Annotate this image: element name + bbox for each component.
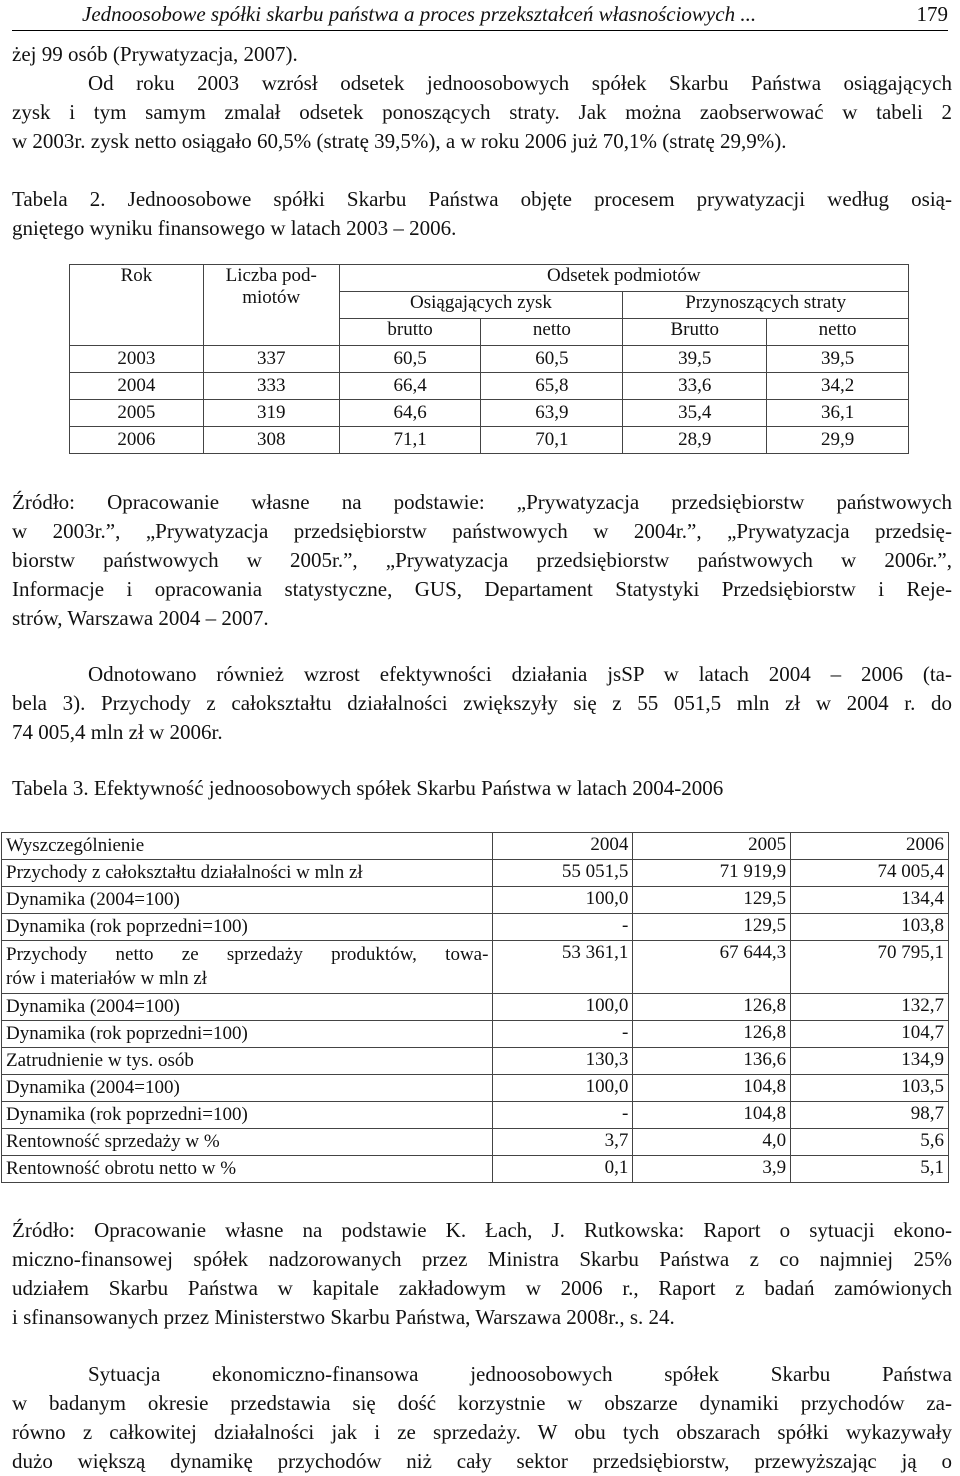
row-label: Rentowność obrotu netto w % [2, 1156, 493, 1183]
source-line: strów, Warszawa 2004 – 2007. [12, 606, 269, 630]
table-cell: - [493, 914, 633, 941]
paragraph-line: Sytuacja ekonomiczno-finansowa jednoosobowych spółek Skarbu Państwa [88, 1362, 952, 1386]
table-cell: 36,1 [767, 400, 909, 427]
table2-head-liczba-line2: miotów [242, 287, 301, 308]
row-label: Rentowność sprzedaży w % [2, 1129, 493, 1156]
table2-caption-line: gniętego wyniku finansowego w latach 2003 – 2006. [12, 216, 457, 240]
table2-head-straty: Przynoszących straty [623, 292, 909, 319]
paragraph-line: równo z całkowitej działalności jak i ze sprzedaży. W obu tych obszarach spółki wykazywały [12, 1420, 952, 1444]
table-cell: 134,9 [791, 1048, 949, 1075]
source-line: Źródło: Opracowanie własne na podstawie: „Prywatyzacja przedsiębiorstw państwowych [12, 490, 952, 514]
paragraph-line: Odnotowano również wzrost efektywności działania jsSP w latach 2004 – 2006 (ta- [88, 662, 952, 686]
table-cell: 65,8 [481, 373, 623, 400]
table2-caption-line: Tabela 2. Jednoosobowe spółki Skarbu Państwa objęte procesem prywatyzacji według osią- [12, 187, 952, 211]
table-cell: 39,5 [767, 346, 909, 373]
table3-head-year: 2006 [791, 833, 949, 860]
table-cell: 333 [203, 373, 339, 400]
table-cell: 308 [203, 427, 339, 454]
table-row [70, 427, 909, 454]
table-cell: 126,8 [633, 994, 791, 1021]
table-cell: 103,5 [791, 1075, 949, 1102]
table-cell: 132,7 [791, 994, 949, 1021]
table-cell: 4,0 [633, 1129, 791, 1156]
table-cell: 33,6 [623, 373, 767, 400]
intro-text [12, 40, 952, 156]
table-cell: 3,9 [633, 1156, 791, 1183]
running-header [12, 0, 948, 31]
table-row [70, 373, 909, 400]
table-cell: 2003 [70, 346, 204, 373]
table3-header-row [2, 833, 949, 860]
row-label [2, 941, 493, 994]
table-cell: 134,4 [791, 887, 949, 914]
page-number: 179 [916, 2, 948, 26]
table-row [2, 1102, 949, 1129]
table-cell: 2004 [70, 373, 204, 400]
table-cell: 100,0 [493, 1075, 633, 1102]
paragraph-line: w badanym okresie przedstawia się dość korzystnie w obszarze dynamiki przychodów za- [12, 1391, 952, 1415]
table2-head-odsetek: Odsetek podmiotów [339, 265, 908, 292]
table-cell: 136,6 [633, 1048, 791, 1075]
table3-head-label: Wyszczególnienie [2, 833, 493, 860]
table3-caption-line: Tabela 3. Efektywność jednoosobowych spółek Skarbu Państwa w latach 2004-2006 [12, 776, 724, 800]
table-cell: 0,1 [493, 1156, 633, 1183]
row-label-line: rów i materiałów w mln zł [6, 968, 208, 989]
table2-caption [12, 185, 952, 243]
running-title: Jednoosobowe spółki skarbu państwa a proces przekształceń własnościowych ... [82, 2, 757, 26]
table-cell: 60,5 [339, 346, 481, 373]
table-row [2, 994, 949, 1021]
source-line: udziałem Skarbu Państwa w kapitale zakładowym w 2006 r., Raport z badań zamówionych [12, 1276, 952, 1300]
table-cell: - [493, 1102, 633, 1129]
table-cell: 5,1 [791, 1156, 949, 1183]
source-line: w 2003r.”, „Prywatyzacja przedsiębiorstw państwowych w 2004r.”, „Prywatyzacja przedsię- [12, 519, 952, 543]
table-cell: 60,5 [481, 346, 623, 373]
source-line: Informacje i opracowania statystyczne, GUS, Departament Statystyki Przedsiębiorstw i Reje- [12, 577, 952, 601]
table-cell: 63,9 [481, 400, 623, 427]
table-cell: 319 [203, 400, 339, 427]
row-label: Dynamika (rok poprzedni=100) [2, 1021, 493, 1048]
intro-para-line: Od roku 2003 wzrósł odsetek jednoosobowych spółek Skarbu Państwa osiągających [88, 71, 952, 95]
table-row [2, 1048, 949, 1075]
table-cell: 70 795,1 [791, 941, 949, 994]
row-label: Dynamika (2004=100) [2, 1075, 493, 1102]
row-label-line: Przychody netto ze sprzedaży produktów, towa- [6, 944, 489, 965]
table-cell: 129,5 [633, 887, 791, 914]
row-label: Dynamika (rok poprzedni=100) [2, 1102, 493, 1129]
row-label: Dynamika (2004=100) [2, 887, 493, 914]
middle-paragraph [12, 660, 952, 747]
intro-line: żej 99 osób (Prywatyzacja, 2007). [12, 42, 298, 66]
table-cell: - [493, 1021, 633, 1048]
table-cell: 71,1 [339, 427, 481, 454]
table-cell: 2006 [70, 427, 204, 454]
table2-head-liczba [203, 265, 339, 346]
intro-para-line: zysk i tym samym zmalał odsetek ponoszących straty. Jak można zaobserwować w tabeli 2 [12, 100, 952, 124]
table-row [2, 1129, 949, 1156]
row-label: Dynamika (rok poprzedni=100) [2, 914, 493, 941]
table-cell: 104,7 [791, 1021, 949, 1048]
table-cell: 55 051,5 [493, 860, 633, 887]
table2-head-netto: netto [481, 319, 623, 346]
table3-caption [12, 774, 952, 803]
source-line: miczno-finansowej spółek nadzorowanych przez Ministra Skarbu Państwa z co najmniej 25% [12, 1247, 952, 1271]
table-cell: 103,8 [791, 914, 949, 941]
row-label: Dynamika (2004=100) [2, 994, 493, 1021]
paragraph-line: 74 005,4 mln zł w 2006r. [12, 720, 223, 744]
table-row [2, 1021, 949, 1048]
table2-head-brutto: Brutto [623, 319, 767, 346]
table-cell: 104,8 [633, 1102, 791, 1129]
table-cell: 130,3 [493, 1048, 633, 1075]
table-cell: 126,8 [633, 1021, 791, 1048]
table2-head-rok: Rok [70, 265, 204, 346]
table-cell: 337 [203, 346, 339, 373]
table3-head-year: 2004 [493, 833, 633, 860]
source-line: Źródło: Opracowanie własne na podstawie K. Łach, J. Rutkowska: Raport o sytuacji ekono- [12, 1218, 952, 1242]
table3-head-year: 2005 [633, 833, 791, 860]
table-cell: 64,6 [339, 400, 481, 427]
table-cell: 29,9 [767, 427, 909, 454]
table-row [2, 1075, 949, 1102]
table-cell: 39,5 [623, 346, 767, 373]
paragraph-line: bela 3). Przychody z całokształtu działalności zwiększyły się z 55 051,5 mln zł w 2004 r. do [12, 691, 952, 715]
table-row [2, 1156, 949, 1183]
table-cell: 3,7 [493, 1129, 633, 1156]
table-cell: 100,0 [493, 994, 633, 1021]
table-cell: 100,0 [493, 887, 633, 914]
table2-head-zysk: Osiągających zysk [339, 292, 623, 319]
intro-para-line: w 2003r. zysk netto osiągało 60,5% (stratę 39,5%), a w roku 2006 już 70,1% (stratę 29,9%). [12, 129, 787, 153]
final-paragraph [12, 1360, 952, 1476]
table-cell: 71 919,9 [633, 860, 791, 887]
table-cell: 74 005,4 [791, 860, 949, 887]
paragraph-line: dużo większą dynamikę przychodów niż cały sektor przedsiębiorstw, przewyższając ją o [12, 1449, 952, 1473]
table-row [70, 400, 909, 427]
table-cell: 104,8 [633, 1075, 791, 1102]
table-cell: 53 361,1 [493, 941, 633, 994]
table2 [69, 264, 909, 454]
table-row [70, 346, 909, 373]
table2-head-liczba-line1: Liczba pod- [225, 265, 317, 286]
table-cell: 67 644,3 [633, 941, 791, 994]
table-row [2, 860, 949, 887]
table2-head-netto: netto [767, 319, 909, 346]
table-row [2, 914, 949, 941]
table2-source [12, 488, 952, 633]
table-cell: 35,4 [623, 400, 767, 427]
table-row [2, 941, 949, 994]
row-label: Zatrudnienie w tys. osób [2, 1048, 493, 1075]
table-cell: 70,1 [481, 427, 623, 454]
table-cell: 28,9 [623, 427, 767, 454]
table-cell: 66,4 [339, 373, 481, 400]
table-cell: 5,6 [791, 1129, 949, 1156]
table-cell: 34,2 [767, 373, 909, 400]
table-cell: 2005 [70, 400, 204, 427]
table3 [1, 832, 949, 1183]
table-row [2, 887, 949, 914]
table-cell: 129,5 [633, 914, 791, 941]
source-line: biorstw państwowych w 2005r.”, „Prywatyzacja przedsiębiorstw państwowych w 2006r.”, [12, 548, 952, 572]
table3-source [12, 1216, 952, 1332]
source-line: i sfinansowanych przez Ministerstwo Skarbu Państwa, Warszawa 2008r., s. 24. [12, 1305, 675, 1329]
row-label: Przychody z całokształtu działalności w mln zł [2, 860, 493, 887]
table2-head-brutto: brutto [339, 319, 481, 346]
table-cell: 98,7 [791, 1102, 949, 1129]
